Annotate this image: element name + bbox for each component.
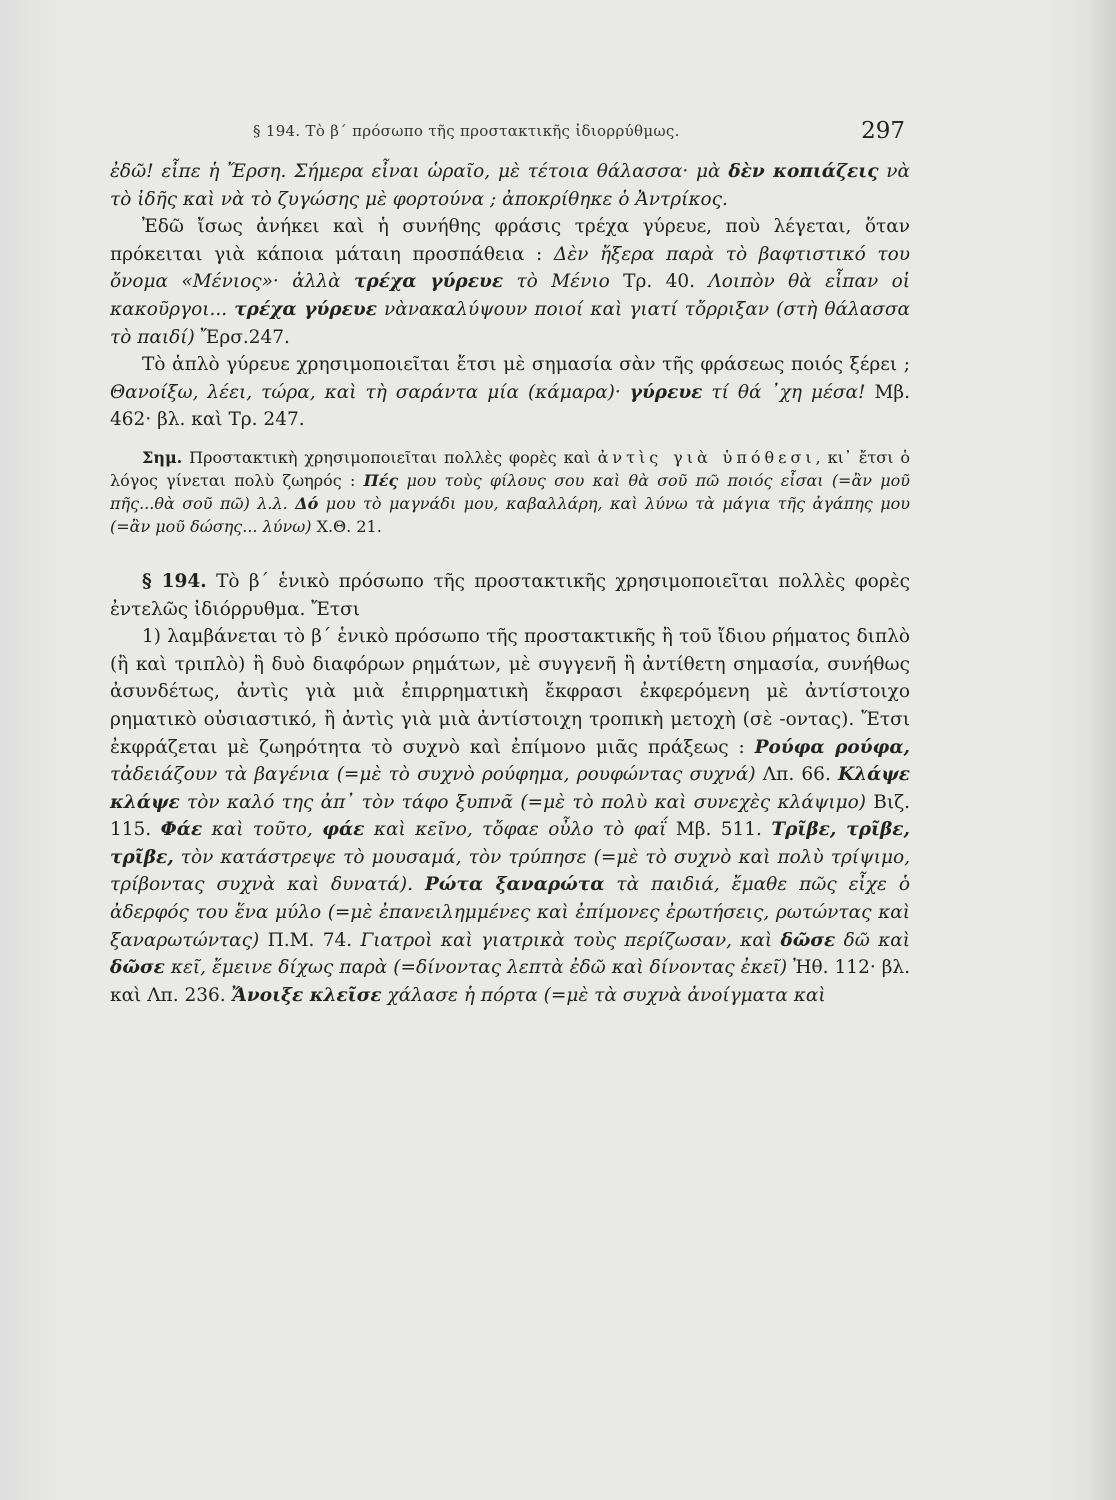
reference: Μβ. 462· βλ. καὶ Τρ. 247. [110,381,910,431]
emphasis: φάε [322,819,365,841]
emphasis: τρέχα γύρευε [354,271,504,293]
emphasis: δῶσε [780,929,836,951]
section-194-item-1 [110,623,910,1009]
quote-text: Θανοίξω, λέει, τώρα, καὶ τὴ σαράντα μία (κάμαρα)· [110,381,630,403]
paragraph-3 [110,351,910,434]
reference: Ἠθ. 112· βλ. καὶ Λπ. 236. [110,957,911,1006]
page-number: 297 [861,118,905,144]
section-number: § 194. [142,570,207,592]
emphasis: Ρώτα ξαναρώτα [424,874,605,896]
emphasis: Δό [295,493,319,513]
reference: Ἔρσ.247. [194,326,290,348]
quote-text: Δὲν ἤξερα παρὰ τὸ βαφτιστικό του ὄνομα «Μένιος»· ἀλλὰ [110,243,910,293]
emphasis: Φάε [160,819,203,841]
emphasis: Κλάψε κλάψε [110,764,910,813]
quote-text: τὸν κατάστρεψε τὸ μουσαμά, τὸν τρύπησε (=μὲ τὸ συχνὸ καὶ πολὺ τρίψιμο, τρίβοντας συχνὰ καὶ δυνατά). [110,846,910,896]
quote-text: ἐδῶ! εἶπε ἡ Ἔρση. Σήμερα εἶναι ὡραῖο, μὲ τέτοια θάλασσα· μὰ [110,161,729,182]
spaced-text: ἀντὶς γιὰ ὑπόθεσι [597,447,816,467]
body-text [110,148,910,1009]
reference: Λπ. 66. [755,764,839,786]
quote-text: νὰνακαλύψουν ποιοί καὶ γιατί τὄρριξαν (στὴ θάλασσα τὸ παιδί) [110,298,910,348]
emphasis: Ἄνοιξε κλεῖσε [231,984,382,1006]
reference: Χ.Θ. 21. [311,516,382,536]
body-span: Ἐδῶ ἴσως ἀνήκει καὶ ἡ συνήθης φράσις τρέχα γύρευε, ποὺ λέγεται, ὅταν πρόκειται γιὰ κάποια μάταιη προσπάθεια : [110,216,910,265]
note-paragraph [110,446,910,538]
running-head: § 194. Τὸ β΄ πρόσωπο τῆς προστακτικῆς ἰδιορρύθμως. [253,122,680,140]
note-label: Σημ. [142,447,183,467]
body-span: , κι᾽ ἔτσι ὁ λόγος γίνεται πολὺ ζωηρός : [110,447,911,490]
body-span: Τὸ ἁπλὸ γύρευε χρησιμοποιεῖται ἔτσι μὲ σημασία σὰν τῆς φράσεως ποιός ξέρει ; [142,354,910,376]
quote-text: τί θά ᾽χη μέσα! [702,381,866,403]
page-header [253,118,905,150]
quote-text: μου τὸ μαγνάδι μου, καβαλλάρη, καὶ λύνω τὰ μάγια τῆς ἀγάπης μου (=ἂν μοῦ δώσης... λύνω) [110,493,911,536]
quote-text: μου τοὺς φίλους σου καὶ θὰ σοῦ πῶ ποιός εἶσαι (=ἂν μοῦ πῆς...θὰ σοῦ πῶ) λ.λ. [110,470,911,513]
quote-text: καὶ κεῖνο, τὄφαε οὖλο τὸ φαΐ [364,819,667,841]
paragraph-2 [110,213,910,351]
quote-text: κεῖ, ἔμεινε δίχως παρὰ (=δίνοντας λεπτὰ ἐδῶ καὶ δίνοντας ἐκεῖ) [164,957,788,979]
quote-text: τὸ Μένιο [503,271,610,293]
quote-text: δῶ καὶ [835,929,910,951]
emphasis: δῶσε [110,957,165,979]
quote-text: Λοιπὸν θὰ εἶπαν οἱ κακοῦργοι... [110,271,910,320]
page-edge [1090,0,1116,1500]
body-span: Τὸ β΄ ἑνικὸ πρόσωπο τῆς προστακτικῆς χρησιμοποιεῖται πολλὲς φορὲς ἐντελῶς ἰδιόρρυθμα. Ἔτσι [110,570,910,620]
emphasis: Ρούφα ρούφα, [754,736,910,758]
emphasis: Τρῖβε, τρῖβε, τρῖβε, [110,819,910,868]
body-span: 1) λαμβάνεται τὸ β΄ ἑνικὸ πρόσωπο τῆς προστακτικῆς ἢ τοῦ ἴδιου ρήματος διπλὸ (ἢ καὶ τριπλὸ) ἢ δυὸ διαφόρων ρημάτων, μὲ συγγενῆ ἢ ἀντίθετη σημασία, συνήθως ἀσυνδέτως, ἀντὶς γιὰ μιὰ ἐπιρρηματικὴ ἔκφρασι ἐκφερόμενη μὲ ἀντίστοιχο ρηματικὸ οὐσιαστικό, ἢ ἀντὶς γιὰ μιὰ ἀντίστοιχη τροπικὴ μετοχὴ (σὲ -οντας). Ἔτσι ἐκφράζεται μὲ ζωηρότητα τὸ συχνὸ καὶ ἐπίμονο μιᾶς πράξεως : [110,626,910,758]
section-194-intro [110,568,910,623]
emphasis: δὲν κοπιάζεις [728,161,879,182]
emphasis: γύρευε [629,381,703,403]
quote-text: τὸν καλό της ἀπ᾽ τὸν τάφο ξυπνᾶ (=μὲ τὸ πολὺ καὶ συνεχὲς κλάψιμο) [179,791,866,813]
quote-text: τὰ παιδιά, ἔμαθε πῶς εἶχε ὁ ἀδερφός του ἕνα μύλο (=μὲ ἐπανειλημμένες καὶ ἐπίμονες ἐρωτήσεις, ρωτώντας καὶ ξαναρωτώντας) [110,874,910,951]
emphasis: Πές [363,470,399,490]
reference: Π.Μ. 74. [259,929,361,951]
reference: Τρ. 40. [609,271,709,293]
emphasis: τρέχα γύρευε [234,298,377,320]
quote-text: νὰ τὸ ἰδῆς καὶ νὰ τὸ ζυγώσης μὲ φορτούνα ; ἀποκρίθηκε ὁ Ἀντρίκος. [110,161,910,210]
body-span: Προστακτικὴ χρησιμοποιεῖται πολλὲς φορὲς καὶ [182,447,598,467]
reference: Μβ. 511. [666,819,772,841]
quote-text: Γιατροὶ καὶ γιατρικὰ τοὺς περίζωσαν, καὶ [360,929,781,951]
reference: Βιζ. 115. [110,791,910,841]
quote-text: χάλασε ἡ πόρτα (=μὲ τὰ συχνὰ ἀνοίγματα καὶ [381,984,826,1006]
quote-text: καὶ τοῦτο, [202,819,323,841]
paragraph-1 [110,158,910,213]
quote-text: τἀδειάζουν τὰ βαγένια (=μὲ τὸ συχνὸ ρούφημα, ρουφώντας συχνά) [110,764,756,786]
